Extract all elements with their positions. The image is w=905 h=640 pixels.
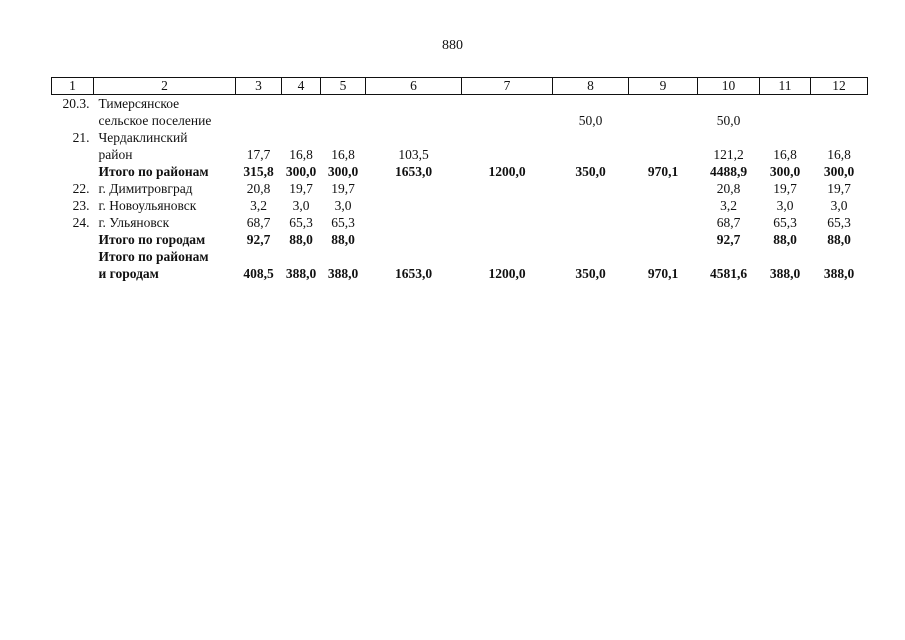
row-number: 20.3. bbox=[62, 96, 90, 111]
cell-col-10: 3,2 bbox=[720, 198, 737, 213]
cell-col-9 bbox=[629, 129, 698, 163]
cell-col-6: 1653,0 bbox=[394, 164, 433, 179]
cell-col-7 bbox=[462, 197, 553, 214]
column-header-10: 10 bbox=[698, 78, 760, 95]
row-name-line: и городам bbox=[98, 266, 159, 281]
cell-col-6: 1653,0 bbox=[394, 266, 433, 281]
cell-col-3: 408,5 bbox=[243, 266, 274, 281]
row-name bbox=[94, 129, 236, 163]
cell-col-12: 65,3 bbox=[827, 215, 851, 230]
cell-col-9 bbox=[629, 214, 698, 231]
cell-col-11: 388,0 bbox=[769, 266, 801, 281]
cell-col-9: 970,1 bbox=[647, 164, 679, 179]
cell-col-5 bbox=[321, 95, 366, 130]
cell-col-5: 3,0 bbox=[334, 198, 352, 213]
row-name bbox=[94, 214, 236, 231]
column-header-3: 3 bbox=[236, 78, 282, 95]
page-number: 880 bbox=[442, 38, 463, 53]
table-row bbox=[52, 129, 868, 163]
cell-col-8 bbox=[553, 180, 629, 197]
cell-col-11: 19,7 bbox=[773, 181, 797, 196]
cell-col-12 bbox=[811, 95, 868, 130]
row-number bbox=[52, 163, 94, 180]
row-name-line: г. Димитровград bbox=[98, 181, 193, 196]
column-header-1: 1 bbox=[52, 78, 94, 95]
cell-col-12: 19,7 bbox=[827, 181, 851, 196]
row-name-line: Итого по районам bbox=[98, 164, 209, 179]
budget-table bbox=[51, 77, 868, 282]
cell-col-8: 350,0 bbox=[575, 164, 606, 179]
column-header-4: 4 bbox=[282, 78, 321, 95]
cell-col-4: 388,0 bbox=[285, 266, 317, 281]
column-header-6: 6 bbox=[366, 78, 462, 95]
cell-col-8 bbox=[553, 214, 629, 231]
column-header-9: 9 bbox=[629, 78, 698, 95]
cell-col-11: 3,0 bbox=[776, 198, 794, 213]
table-body bbox=[52, 95, 868, 283]
row-name-line: г. Новоульяновск bbox=[98, 198, 197, 213]
column-header-5: 5 bbox=[321, 78, 366, 95]
column-header-7: 7 bbox=[462, 78, 553, 95]
column-header-8: 8 bbox=[553, 78, 629, 95]
table-row bbox=[52, 180, 868, 197]
cell-col-12: 16,8 bbox=[827, 147, 851, 162]
cell-col-8 bbox=[553, 197, 629, 214]
cell-col-10: 4488,9 bbox=[709, 164, 748, 179]
row-name-line: г. Ульяновск bbox=[98, 215, 170, 230]
cell-col-9 bbox=[629, 95, 698, 130]
cell-col-12: 88,0 bbox=[827, 232, 851, 247]
cell-col-6 bbox=[366, 95, 462, 130]
row-name-line: Чердаклинский bbox=[98, 130, 188, 145]
cell-col-6: 103,5 bbox=[398, 147, 429, 162]
row-name-line: район bbox=[98, 147, 133, 162]
cell-col-5: 65,3 bbox=[331, 215, 355, 230]
cell-col-4 bbox=[282, 95, 321, 130]
cell-col-3: 17,7 bbox=[246, 147, 271, 162]
cell-col-11: 300,0 bbox=[769, 164, 801, 179]
cell-col-8 bbox=[553, 231, 629, 248]
cell-col-9 bbox=[629, 180, 698, 197]
cell-col-12: 3,0 bbox=[830, 198, 848, 213]
cell-col-10: 121,2 bbox=[713, 147, 744, 162]
cell-col-7: 1200,0 bbox=[488, 164, 526, 179]
cell-col-5: 88,0 bbox=[331, 232, 355, 247]
cell-col-3: 3,2 bbox=[250, 198, 267, 213]
row-name-line: Итого по городам bbox=[98, 232, 206, 247]
row-name bbox=[94, 231, 236, 248]
cell-col-9: 970,1 bbox=[647, 266, 679, 281]
cell-col-8: 50,0 bbox=[578, 113, 603, 128]
cell-col-5: 300,0 bbox=[327, 164, 359, 179]
cell-col-3: 68,7 bbox=[246, 215, 271, 230]
cell-col-3: 20,8 bbox=[246, 181, 271, 196]
table-row bbox=[52, 95, 868, 130]
cell-col-4: 300,0 bbox=[285, 164, 317, 179]
cell-col-6 bbox=[366, 197, 462, 214]
row-number: 23. bbox=[72, 198, 90, 213]
cell-col-7 bbox=[462, 231, 553, 248]
cell-col-10: 50,0 bbox=[716, 113, 741, 128]
cell-col-3: 315,8 bbox=[243, 164, 274, 179]
row-name-line: сельское поселение bbox=[98, 113, 212, 128]
cell-col-11: 88,0 bbox=[773, 232, 797, 247]
cell-col-11: 65,3 bbox=[773, 215, 797, 230]
cell-col-10: 68,7 bbox=[716, 215, 741, 230]
row-name bbox=[94, 180, 236, 197]
row-name-line: Итого по районам bbox=[98, 249, 209, 264]
table-row bbox=[52, 197, 868, 214]
row-name-line: Тимерсянское bbox=[98, 96, 180, 111]
cell-col-7 bbox=[462, 214, 553, 231]
row-number bbox=[52, 248, 94, 282]
cell-col-12: 300,0 bbox=[823, 164, 855, 179]
cell-col-7: 1200,0 bbox=[488, 266, 526, 281]
cell-col-6 bbox=[366, 214, 462, 231]
table-row bbox=[52, 231, 868, 248]
cell-col-11 bbox=[760, 95, 811, 130]
table-row bbox=[52, 163, 868, 180]
cell-col-5: 388,0 bbox=[327, 266, 359, 281]
row-name bbox=[94, 197, 236, 214]
cell-col-8: 350,0 bbox=[575, 266, 606, 281]
cell-col-4: 3,0 bbox=[292, 198, 310, 213]
cell-col-3 bbox=[236, 95, 282, 130]
row-name bbox=[94, 248, 236, 282]
row-number: 21. bbox=[72, 130, 90, 145]
row-number bbox=[52, 231, 94, 248]
cell-col-10: 92,7 bbox=[716, 232, 741, 247]
cell-col-8 bbox=[553, 129, 629, 163]
cell-col-11: 16,8 bbox=[773, 147, 797, 162]
cell-col-7 bbox=[462, 95, 553, 130]
cell-col-4: 88,0 bbox=[289, 232, 313, 247]
cell-col-6 bbox=[366, 231, 462, 248]
row-number: 22. bbox=[72, 181, 90, 196]
budget-table-container bbox=[51, 77, 855, 282]
row-number: 24. bbox=[72, 215, 90, 230]
cell-col-4: 65,3 bbox=[289, 215, 313, 230]
column-header-12: 12 bbox=[811, 78, 868, 95]
cell-col-5: 16,8 bbox=[331, 147, 355, 162]
cell-col-4: 19,7 bbox=[289, 181, 313, 196]
cell-col-10: 20,8 bbox=[716, 181, 741, 196]
table-row bbox=[52, 248, 868, 282]
cell-col-7 bbox=[462, 129, 553, 163]
cell-col-7 bbox=[462, 180, 553, 197]
cell-col-9 bbox=[629, 231, 698, 248]
row-name bbox=[94, 163, 236, 180]
column-number-header-row bbox=[52, 78, 868, 95]
cell-col-4: 16,8 bbox=[289, 147, 313, 162]
table-row bbox=[52, 214, 868, 231]
cell-col-6 bbox=[366, 180, 462, 197]
cell-col-3: 92,7 bbox=[246, 232, 271, 247]
column-header-2: 2 bbox=[94, 78, 236, 95]
column-header-11: 11 bbox=[760, 78, 811, 95]
cell-col-10: 4581,6 bbox=[709, 266, 748, 281]
row-name bbox=[94, 95, 236, 130]
cell-col-12: 388,0 bbox=[823, 266, 855, 281]
cell-col-9 bbox=[629, 197, 698, 214]
cell-col-5: 19,7 bbox=[331, 181, 355, 196]
